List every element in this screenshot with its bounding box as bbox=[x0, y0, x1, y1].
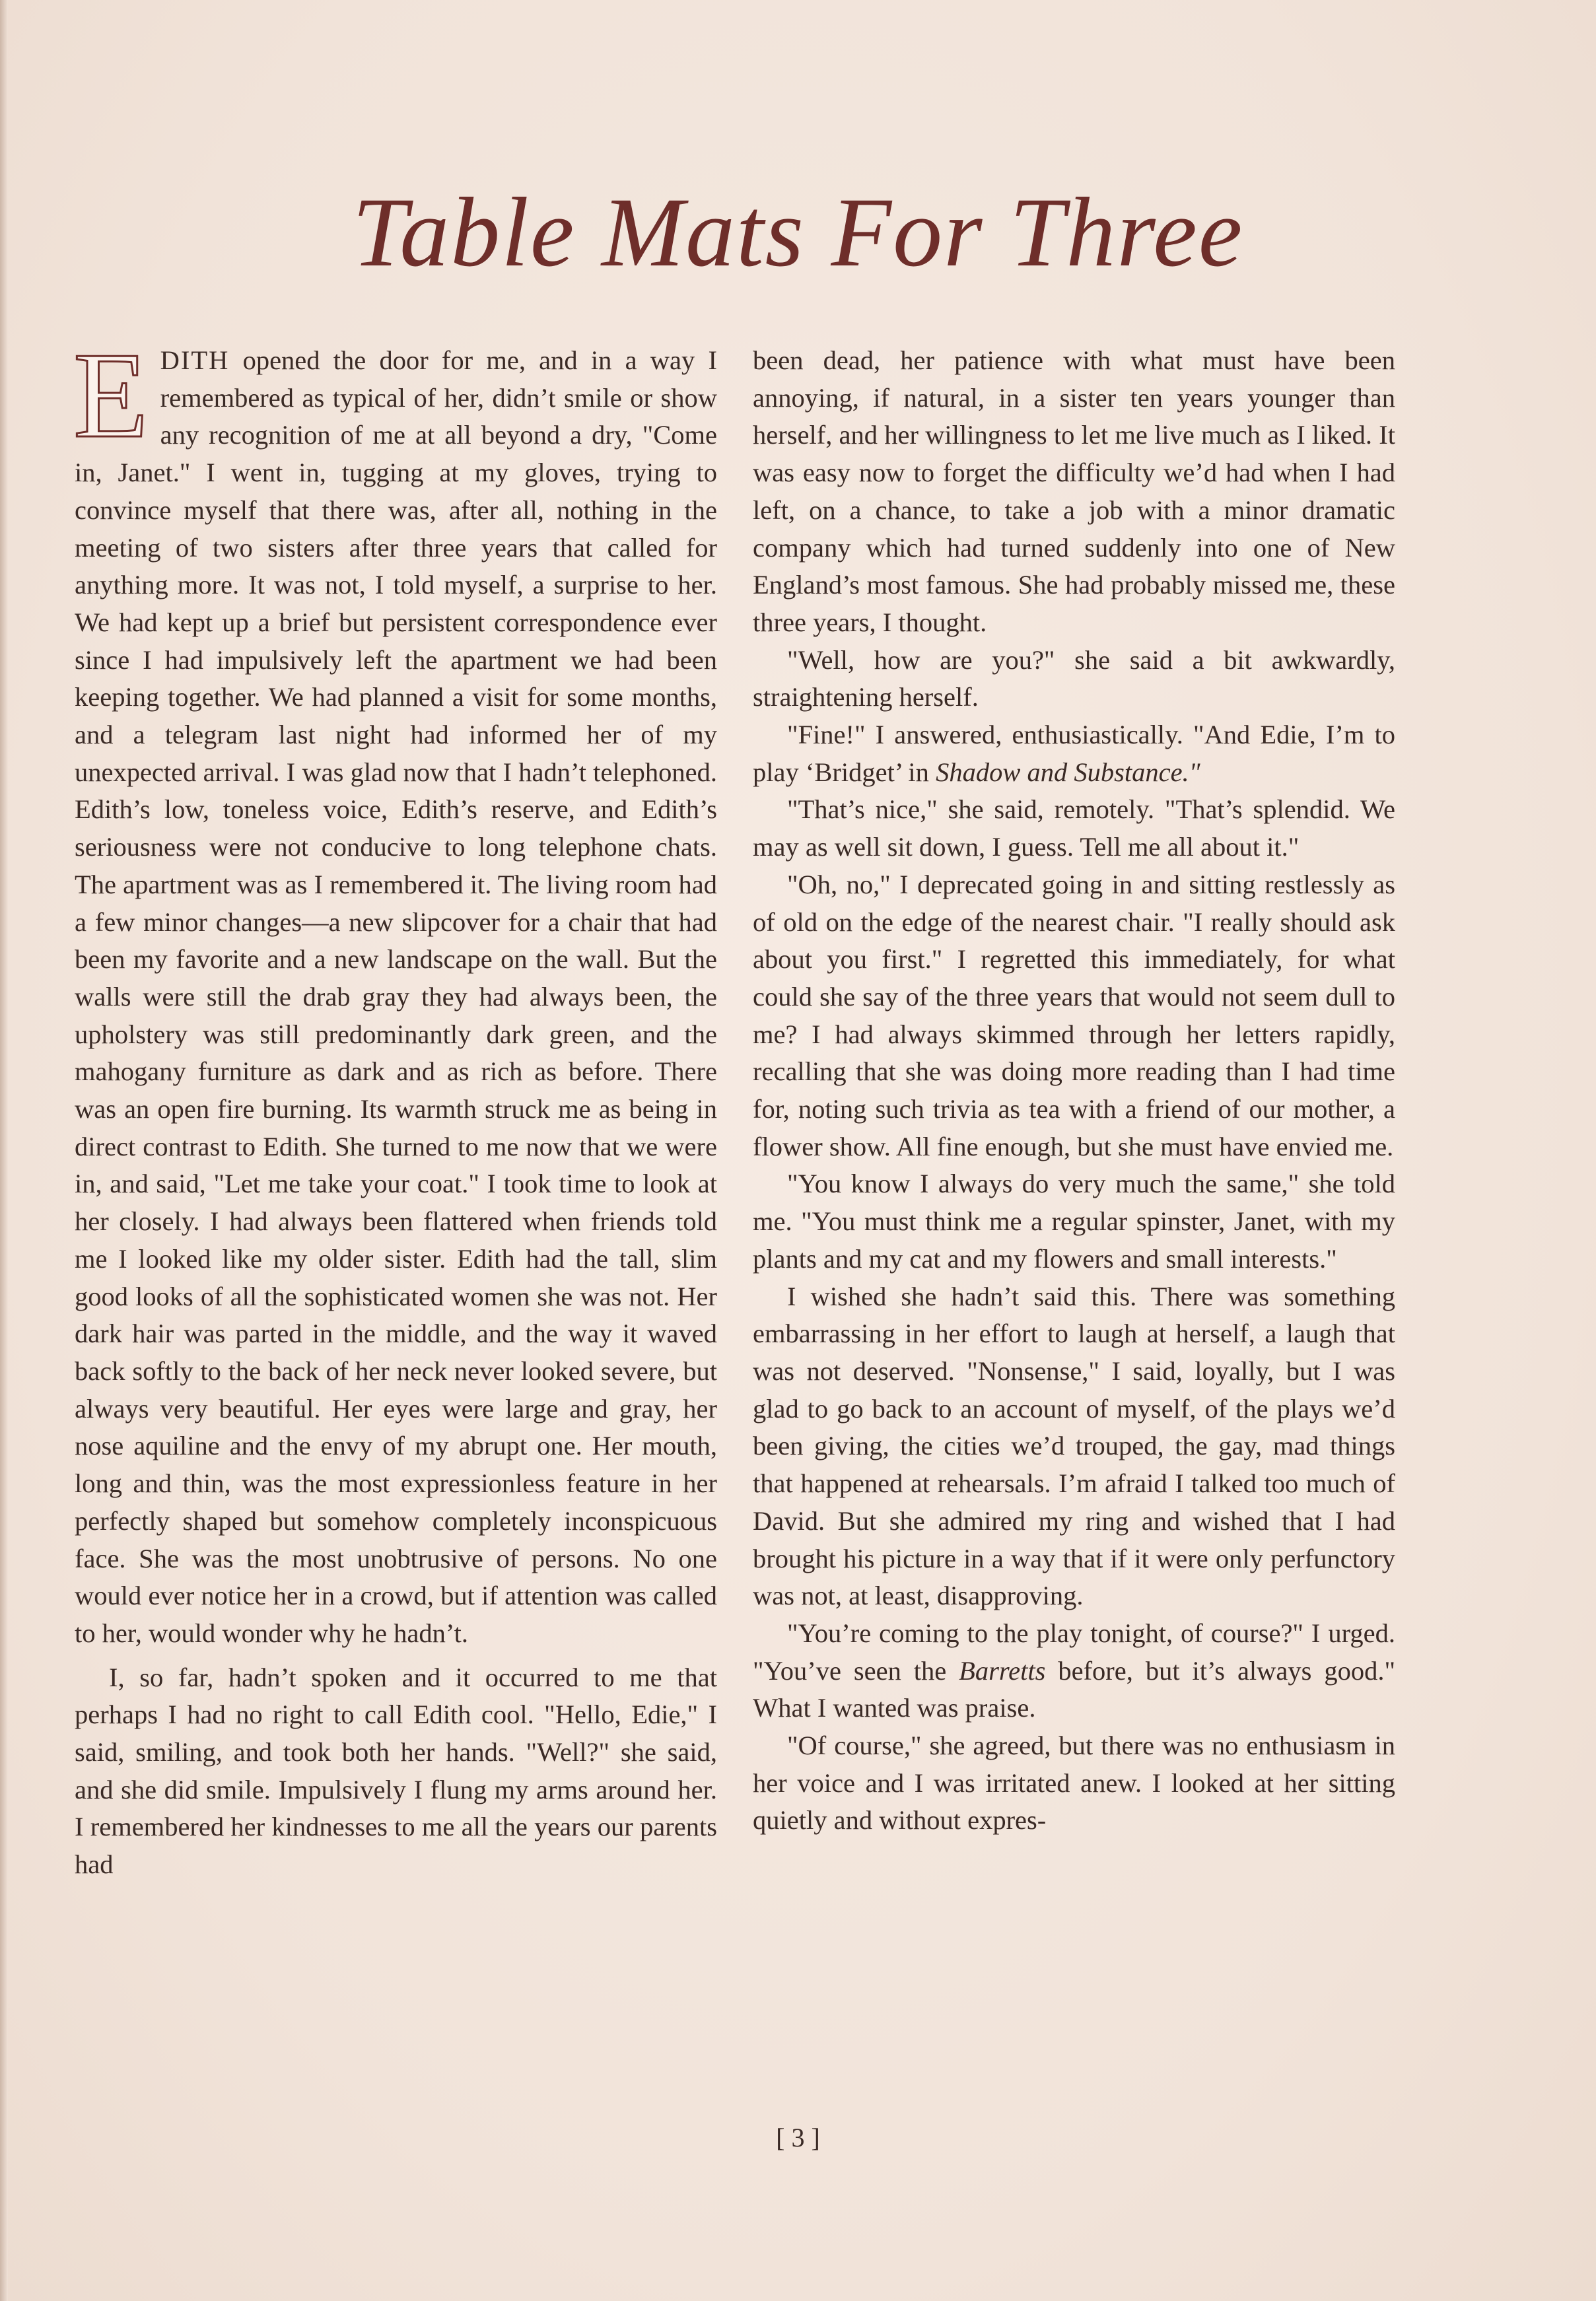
paragraph: "Well, how are you?" she said a bit awkwardly, straightening herself. bbox=[753, 644, 1395, 712]
paragraph: "Of course," she agreed, but there was no enthusiasm in her voice and I was irritated anew. I looked at her sitting quietly and without expres- bbox=[753, 1731, 1395, 1836]
page-edge-shadow bbox=[0, 0, 8, 2301]
paragraph-text: before, but it’s always good." What I wanted was praise. bbox=[753, 1655, 1395, 1723]
paragraph-text: opened the door for me, and in a way I remembered as typical of her, didn’t smile or show any recognition of me at all beyond a dry, "Come in, Janet." I went in, tugging at my gloves, trying to convince myself that there was, after all, nothing in the meeting of two sisters after three years that called for anything more. It was not, I told myself, a surprise to her. We had kept up a brief but persistent correspondence ever since I had impulsively left the apartment we had been keeping together. We had planned a visit for some months, and a telegram last night had informed her of my unexpected arrival. I was glad now that I hadn’t telephoned. Edith’s low, toneless voice, Edith’s reserve, and Edith’s seriousness were not conducive to long telephone chats. The apartment was as I remembered it. The living room had a few minor changes—a new slipcover for a chair that had been my favorite and a new landscape on the wall. But the walls were still the drab gray they had always been, the upholstery was still predominantly dark green, and the mahogany furniture as dark and as rich as before. There was an open fire burning. Its warmth struck me as being in direct contrast to Edith. She turned to me now that we were in, and said, "Let me take your coat." I took time to look at her closely. I had always been flattered when friends told me I looked like my older sister. Edith had the tall, slim good looks of all the sophisticated women she was not. Her dark hair was parted in the middle, and the way it waved back softly to the back of her neck never looked severe, but always very beautiful. Her eyes were large and gray, her nose aquiline and the envy of my abrupt one. Her mouth, long and thin, was the most expressionless feature in her perfectly shaped but somehow completely inconspicuous face. She was the most unobtrusive of persons. No one would ever notice her in a crowd, but if attention was called to her, would wonder why he hadn’t. bbox=[75, 345, 717, 1648]
paragraph: "You know I always do very much the same," she told me. "You must think me a regular spinster, Janet, with my plants and my cat and my flowers and small interests." bbox=[753, 1169, 1395, 1274]
left-column bbox=[73, 327, 717, 1884]
paragraph bbox=[753, 716, 1395, 791]
opening-paragraph bbox=[73, 327, 717, 1653]
article-title: Table Mats For Three bbox=[352, 178, 1244, 287]
paragraph bbox=[753, 1615, 1395, 1727]
paragraph: I, so far, hadn’t spoken and it occurred to me that perhaps I had no right to call Edith cool. "Hello, Edie," I said, smiling, and took both her hands. "Well?" she said, and she did smile. Impulsively I flung my arms around her. I remembered her kindnesses to me all the years our parents had bbox=[75, 1662, 717, 1880]
paragraph: I wished she hadn’t said this. There was something embarrassing in her effort to laugh at herself, a laugh that was not deserved. "Nonsense," I said, loyally, but I was glad to go back to an account of myself, of the plays we’d been giving, the cities we’d trouped, the gay, mad things that happened at rehearsals. I’m afraid I talked too much of David. But she admired my ring and wished that I had brought his picture in a way that if it were only perfunctory was not, at least, disapproving. bbox=[753, 1281, 1395, 1611]
paragraph: "That’s nice," she said, remotely. "That’s splendid. We may as well sit down, I guess. Tell me all about it." bbox=[753, 794, 1395, 862]
page-number: [ 3 ] bbox=[776, 2123, 820, 2152]
paragraph: "Oh, no," I deprecated going in and sitting restlessly as of old on the edge of the nearest chair. "I really should ask about you first." I regretted this immediately, for what could she say of the three years that would not seem dull to me? I had always skimmed through her letters rapidly, recalling that she was doing more reading than I had time for, noting such trivia as tea with a friend of our mother, a flower show. All fine enough, but she must have envied me. bbox=[753, 869, 1395, 1161]
paragraph-text: "You’re coming to the play tonight, of course?" I urged. "You’ve seen the bbox=[753, 1618, 1395, 1686]
paragraph-text: "Fine!" I answered, enthusiastically. "And Edie, I’m to play ‘Bridget’ in bbox=[753, 720, 1395, 787]
paragraph: been dead, her patience with what must have been annoying, if natural, in a sister ten years younger than herself, and her willingness to let me live much as I liked. It was easy now to forget the difficulty we’d had when I had left, on a chance, to take a job with a minor dramatic company which had turned suddenly into one of New England’s most famous. She had probably missed me, these three years, I thought. bbox=[753, 345, 1395, 637]
play-title-italic: Shadow and Substance." bbox=[936, 757, 1200, 787]
right-column bbox=[753, 342, 1395, 1839]
opening-small-caps: DITH bbox=[160, 345, 230, 375]
drop-cap: E bbox=[73, 327, 149, 464]
barretts-italic: Barretts bbox=[959, 1655, 1046, 1686]
